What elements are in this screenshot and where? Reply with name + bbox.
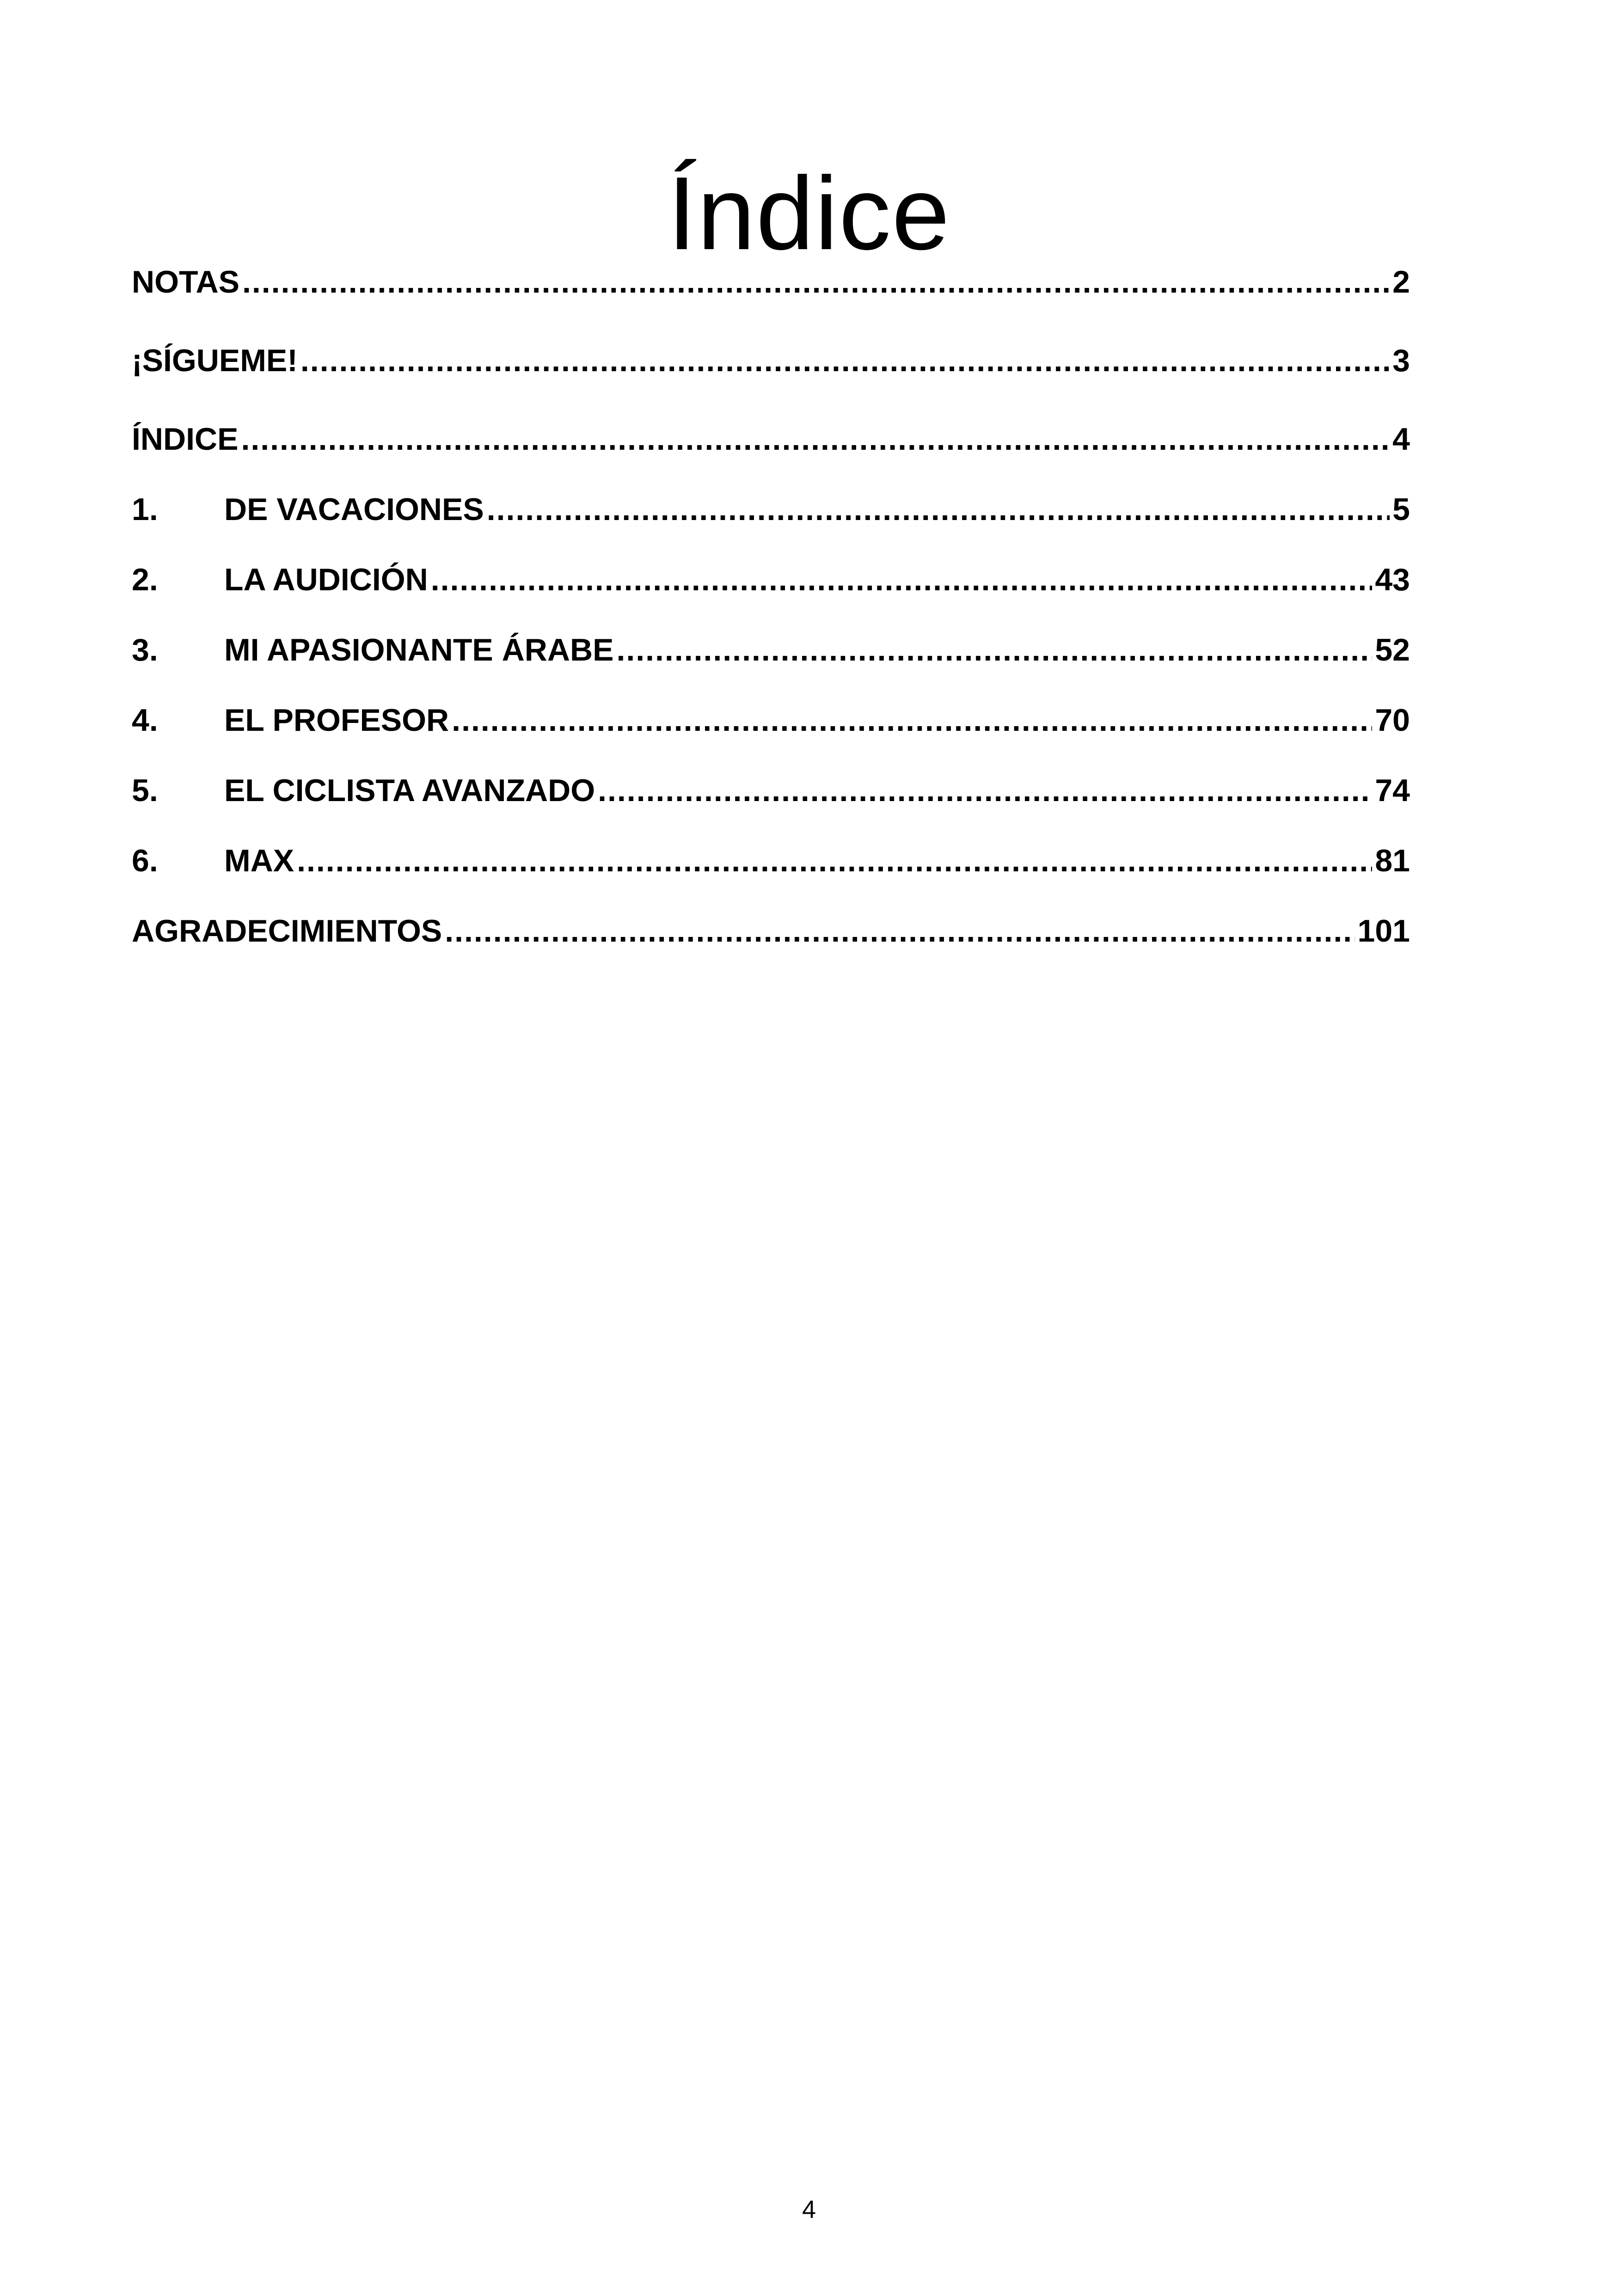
toc-entry-page: 101	[1357, 913, 1410, 949]
toc-dot-leader	[242, 259, 1390, 305]
toc-dot-leader	[598, 767, 1372, 814]
toc-entry-page: 52	[1375, 632, 1410, 667]
toc-dot-leader	[300, 337, 1390, 384]
toc-dot-leader	[487, 486, 1390, 533]
toc-entry-label: EL PROFESOR	[224, 703, 449, 738]
toc-dot-leader	[616, 627, 1372, 673]
toc-entry-number: 4.	[132, 703, 158, 738]
toc-entry-sigueme[interactable]	[132, 337, 1410, 384]
toc-entry-page: 81	[1375, 843, 1410, 878]
toc-entry-number: 6.	[132, 843, 158, 878]
toc-dot-leader	[431, 557, 1373, 603]
toc-entry-number: 1.	[132, 492, 158, 527]
toc-entry-chapter-5[interactable]	[132, 767, 1410, 814]
toc-dot-leader	[241, 416, 1390, 462]
page-title: Índice	[667, 154, 951, 271]
toc-entry-chapter-6[interactable]	[132, 838, 1410, 884]
toc-entry-number: 2.	[132, 562, 158, 597]
toc-entry-chapter-3[interactable]	[132, 627, 1410, 673]
toc-entry-label: ¡SÍGUEME!	[132, 343, 298, 378]
toc-entry-page: 74	[1375, 773, 1410, 808]
toc-entry-number: 3.	[132, 632, 158, 667]
toc-dot-leader	[445, 908, 1354, 954]
toc-entry-page: 4	[1392, 422, 1410, 457]
page-number: 4	[802, 2196, 816, 2223]
toc-entry-chapter-4[interactable]	[132, 697, 1410, 743]
toc-entry-label: MI APASIONANTE ÁRABE	[224, 632, 614, 667]
toc-entry-label: NOTAS	[132, 264, 239, 300]
toc-entry-chapter-2[interactable]	[132, 557, 1410, 603]
toc-entry-label: MAX	[224, 843, 294, 878]
toc-entry-page: 5	[1392, 492, 1410, 527]
toc-entry-indice[interactable]	[132, 416, 1410, 462]
toc-entry-number: 5.	[132, 773, 158, 808]
toc-entry-label: EL CICLISTA AVANZADO	[224, 773, 595, 808]
toc-entry-label: AGRADECIMIENTOS	[132, 913, 442, 949]
toc-entry-chapter-1[interactable]	[132, 486, 1410, 533]
toc-entry-page: 2	[1392, 264, 1410, 300]
toc-dot-leader	[297, 838, 1372, 884]
toc-entry-label: DE VACACIONES	[224, 492, 484, 527]
toc-entry-notas[interactable]	[132, 259, 1410, 305]
toc-entry-agradecimientos[interactable]	[132, 908, 1410, 954]
toc-entry-label: LA AUDICIÓN	[224, 562, 428, 597]
toc-entry-page: 43	[1375, 562, 1410, 597]
toc-entry-page: 70	[1375, 703, 1410, 738]
toc-dot-leader	[452, 697, 1372, 743]
toc-entry-label: ÍNDICE	[132, 422, 239, 457]
toc-entry-page: 3	[1392, 343, 1410, 378]
